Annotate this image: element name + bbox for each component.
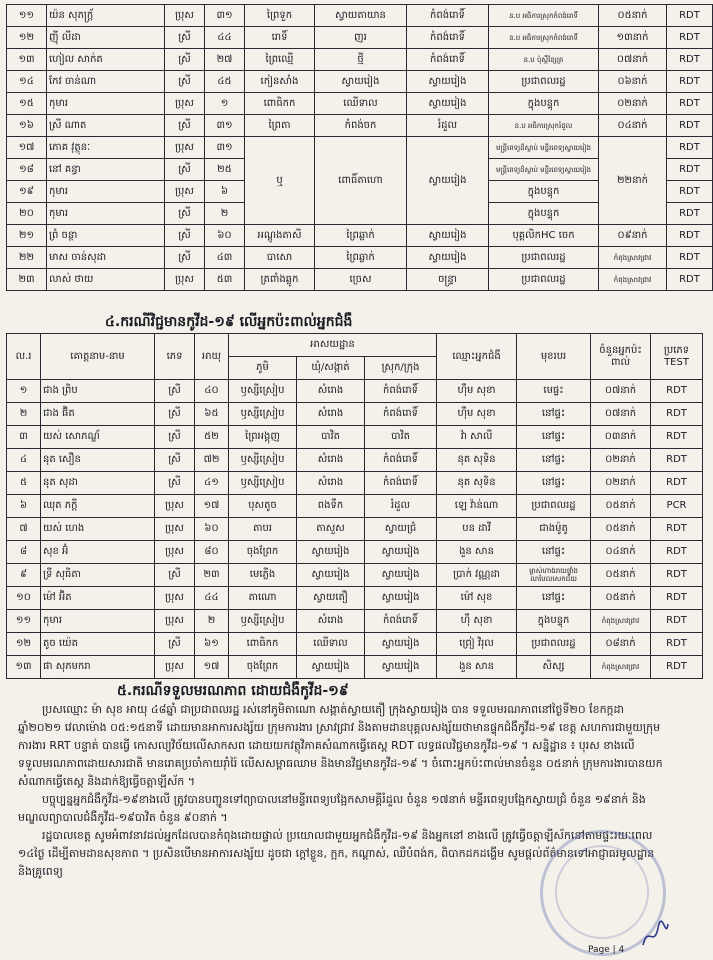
- cell-role: នៅផ្ទះ: [517, 449, 591, 472]
- cell-name: ផា សុភមករា: [41, 656, 155, 679]
- cell-district: ស្វាយជ្រំ: [365, 518, 437, 541]
- cell-count: ០២នាក់: [591, 449, 651, 472]
- cell-age: ៦០: [195, 518, 229, 541]
- cell-district: ស្វាយរៀង: [365, 633, 437, 656]
- cell-no: ៨: [7, 541, 41, 564]
- cell-role: នៅផ្ទះ: [517, 541, 591, 564]
- table-row: ១២ ញ៉ី លីដា ស្រី ៤៤ រោទិ៍ ញរ កំពង់រោទិ៍ ន.ប អធិការស្រុកកំពង់រោទិ៍ ១៣នាក់ RDT: [7, 27, 713, 49]
- cell-count: ០៧នាក់: [591, 380, 651, 403]
- cell-name: នុត សុដា: [41, 472, 155, 495]
- cell-district: ស្វាយរៀង: [365, 564, 437, 587]
- table-row: [7, 495, 703, 518]
- table-row: ២២ មាស ចាន់សុដា ស្រី ៤៣ បាសោ ព្រៃឆ្លាក់ ស្វាយរៀង ប្រជាពលរដ្ឋ កំពុងស្រាវជ្រាវ RDT: [7, 247, 713, 269]
- cell-sex: ស្រី: [155, 380, 195, 403]
- cell-commune: សំរោង: [297, 610, 365, 633]
- cell-age: ៨០: [195, 541, 229, 564]
- cell-test: RDT: [651, 426, 703, 449]
- table-row: ១៩ កុមារ ប្រុស ៦ ក្នុងបន្ទុក RDT: [7, 181, 713, 203]
- cell-patient: ឡេ វ៉ាន់ណា: [437, 495, 517, 518]
- cell-name: តូច យ៉េត: [41, 633, 155, 656]
- cell-count: ០៨នាក់: [591, 633, 651, 656]
- cell-count: ០៧នាក់: [591, 403, 651, 426]
- cell-commune: សំរោង: [297, 472, 365, 495]
- table-row: [7, 587, 703, 610]
- cell-village: តាណោ: [229, 587, 297, 610]
- table-row: [7, 403, 703, 426]
- cell-role: ក្នុងបន្ទុក: [517, 610, 591, 633]
- cell-village: ឫស្សីស្រៀប: [229, 472, 297, 495]
- cell-district: កំពង់រោទិ៍: [365, 403, 437, 426]
- cell-count: កំពុងស្រាវជ្រាវ: [591, 656, 651, 679]
- cell-test: RDT: [651, 564, 703, 587]
- cell-no: ១: [7, 380, 41, 403]
- cell-sex: ស្រី: [155, 633, 195, 656]
- cell-sex: ប្រុស: [155, 587, 195, 610]
- cell-role: ប្រជាពលរដ្ឋ: [517, 495, 591, 518]
- cell-no: ៧: [7, 518, 41, 541]
- cell-patient: ម៉ៅ សុខ: [437, 587, 517, 610]
- table-row: [7, 380, 703, 403]
- cell-sex: ប្រុស: [155, 610, 195, 633]
- table-row: [7, 541, 703, 564]
- cell-district: កំពង់រោទិ៍: [365, 610, 437, 633]
- section-4-title: ៤.ករណីវិជ្ជមានកូវីដ-១៩ លើអ្នកប៉ះពាល់អ្នកជំងឺ: [105, 314, 353, 330]
- cell-no: ៦: [7, 495, 41, 518]
- contact-cases-table: [6, 333, 703, 679]
- cell-role: មេផ្ទះ: [517, 380, 591, 403]
- cell-no: ១២: [7, 633, 41, 656]
- cell-sex: ប្រុស: [155, 495, 195, 518]
- cell-count: ០៣នាក់: [591, 426, 651, 449]
- cell-test: RDT: [651, 472, 703, 495]
- cell-role: នៅផ្ទះ: [517, 403, 591, 426]
- table-row: ១៤ កែវ ចាន់ណា ស្រី ៤៥ កៀនសាំង ស្វាយរៀង ស្វាយរៀង ប្រជាពលរដ្ឋ ០៦នាក់ RDT: [7, 71, 713, 93]
- table-row: ២៣ លាស់ ថាយ ប្រុស ៥៣ ត្រពាំងឆ្លូក ច្រេស ចន្ទ្រា ប្រជាពលរដ្ឋ កំពុងស្រាវជ្រាវ RDT: [7, 269, 713, 291]
- cell-name: ទ្រី សុធិតា: [41, 564, 155, 587]
- cell-age: ៦១: [195, 633, 229, 656]
- cell-village: ឫស្សីស្រៀប: [229, 610, 297, 633]
- cell-sex: ស្រី: [155, 403, 195, 426]
- cell-test: RDT: [651, 403, 703, 426]
- cell-count: ០៥នាក់: [591, 587, 651, 610]
- page-number: Page | 4: [588, 945, 625, 955]
- cell-no: ៤: [7, 449, 41, 472]
- cell-age: ៤៤: [195, 587, 229, 610]
- cell-age: ៥២: [195, 426, 229, 449]
- table-row: [7, 426, 703, 449]
- cell-patient: នុត សុទិន: [437, 472, 517, 495]
- cell-count: ០៥នាក់: [591, 564, 651, 587]
- cell-village: ព្រៃអង្គុញ: [229, 426, 297, 449]
- cell-village: ពោធិកក: [229, 633, 297, 656]
- cell-commune: ស្វាយរៀង: [297, 564, 365, 587]
- table-row: ១១ យ៉ន សុភក្ត្រ័ ប្រុស ៣១ ព្រៃទួក ស្វាយតាយាន កំពង់រោទិ៍ ន.ប អធិការស្រុកកំពង់រោទិ៍ ០៥នាក់ RDT: [7, 5, 713, 27]
- cell-village: មេភ្លើង: [229, 564, 297, 587]
- table-row: ១៦ ស្រី ណាត ស្រី ៣១ ព្រៃតា កំពង់ចក រំដួល ន.ប អធិការស្រុករំដួល ០៤នាក់ RDT: [7, 115, 713, 137]
- cell-district: កំពង់រោទិ៍: [365, 472, 437, 495]
- cell-no: ៩: [7, 564, 41, 587]
- cell-name: នុត សឿន: [41, 449, 155, 472]
- cell-count: ០៤នាក់: [591, 541, 651, 564]
- cell-name: សុខ អ៊ំ: [41, 541, 155, 564]
- table-row: [7, 656, 703, 679]
- paragraph: រដ្ឋបាលខេត្ត សូមអំពាវនាវដល់អ្នកដែលបានកំពុងដោយផ្ទាល់ ប្រយោលជាមួយអ្នកជំងឺកូវីដ-១៩ និងអ្នកនៅ ខាងលើ ត្រូវធ្វើចត្តាឡីស័កនៅតាមផ្ទះរយៈពេល ១៤ថ្ងៃ ដើម្បីតាមដានសុខភាព ។ ប្រសិនបើមានអាការសង្ស័យ ដូចជា ក្ដៅខ្លួន, ក្អក, កណ្ដាស់, ឈឺបំពង់ក, ពិបាកដកដង្ហើម សូមផ្ដល់ព័ត៌មានទៅអាជ្ញាធរមូលដ្ឋាន និងគ្រូពេទ្យ: [18, 829, 655, 878]
- cell-commune: ស្វាយរៀង: [297, 656, 365, 679]
- cell-patient: ងួន សាន: [437, 656, 517, 679]
- cell-commune: សំរោង: [297, 380, 365, 403]
- cell-age: ៧២: [195, 449, 229, 472]
- cell-role: ម្ចាស់ហាងរាយផ្ទាំង លាបែលសេកជ័យ: [517, 564, 591, 587]
- cell-sex: ស្រី: [155, 472, 195, 495]
- cell-no: ១១: [7, 610, 41, 633]
- table-row: ១៥ កុមារ ប្រុស ១ ពោធិកក ឈើទាល ស្វាយរៀង ក្នុងបន្ទុក ០២នាក់ RDT: [7, 93, 713, 115]
- table-row: [7, 610, 703, 633]
- cell-name: យស់ សោភណ្ឌ័: [41, 426, 155, 449]
- cell-district: ស្វាយរៀង: [365, 656, 437, 679]
- cell-test: PCR: [651, 495, 703, 518]
- cell-name: ម៉ៅ អ៊ិត: [41, 587, 155, 610]
- cell-patient: បន ដាវី: [437, 518, 517, 541]
- cell-test: RDT: [651, 518, 703, 541]
- table-row: [7, 564, 703, 587]
- cell-commune: បាវិត: [297, 426, 365, 449]
- cell-sex: ប្រុស: [155, 656, 195, 679]
- cell-district: រំដួល: [365, 495, 437, 518]
- table-row: ២០ កុមារ ស្រី ២ ក្នុងបន្ទុក RDT: [7, 203, 713, 225]
- cell-role: សិស្ស: [517, 656, 591, 679]
- table-row: [7, 633, 703, 656]
- cell-commune: សំរោង: [297, 449, 365, 472]
- cell-village: ចុងព្រែក: [229, 656, 297, 679]
- table-row: ១៧ ភោគ វុត្ថុនៈ ប្រុស ៣១ ឬ ពោធិ៍តាហោ ស្វាយរៀង មន្ត្រីពេទ្យដ៏ស្លាប់ មន្ទីរពេទ្យស្វាយរៀង ២២នាក់ RDT: [7, 137, 713, 159]
- cell-commune: សំរោង: [297, 403, 365, 426]
- cell-patient: ហ៊ឹ សុខា: [437, 610, 517, 633]
- cell-test: RDT: [651, 633, 703, 656]
- cell-patient: ងួន សាន: [437, 541, 517, 564]
- cell-role: នៅផ្ទះ: [517, 587, 591, 610]
- cell-commune: តាសួស: [297, 518, 365, 541]
- cell-role: ជាងម៉ូតូ: [517, 518, 591, 541]
- cell-no: ២: [7, 403, 41, 426]
- cell-age: ១៧: [195, 656, 229, 679]
- cell-commune: ឈើទាល: [297, 633, 365, 656]
- cell-test: RDT: [651, 656, 703, 679]
- signature-mark: [640, 920, 670, 950]
- cell-village: ចុងព្រែក: [229, 541, 297, 564]
- cell-patient: ព្រៀ វិរុល: [437, 633, 517, 656]
- cell-sex: ប្រុស: [155, 541, 195, 564]
- table-row: [7, 472, 703, 495]
- cell-age: ៤០: [195, 380, 229, 403]
- cell-district: ស្វាយរៀង: [365, 541, 437, 564]
- cell-test: RDT: [651, 380, 703, 403]
- table-row: ១៣ ហៀល សាក់ត ស្រី ២៧ ព្រៃឈ្មើ ថ្មី កំពង់រោទិ៍ ន.ប ប៉ុស្តិ៍ខ្សែត្រ ០៧នាក់ RDT: [7, 49, 713, 71]
- table-row: [7, 518, 703, 541]
- cell-role: ប្រជាពលរដ្ឋ: [517, 633, 591, 656]
- cell-name: យស់ ហេង: [41, 518, 155, 541]
- cell-test: RDT: [651, 610, 703, 633]
- cell-role: នៅផ្ទះ: [517, 426, 591, 449]
- table-row: ១៨ នៅ គន្ធា ស្រី ២៥ មន្ត្រីពេទ្យដ៏ស្លាប់ មន្ទីរពេទ្យស្វាយរៀង RDT: [7, 159, 713, 181]
- cell-count: កំពុងស្រាវជ្រាវ: [591, 610, 651, 633]
- cell-no: ៥: [7, 472, 41, 495]
- cell-age: ២៣: [195, 564, 229, 587]
- cell-name: កុមារ: [41, 610, 155, 633]
- cell-village: ឫស្សីស្រៀប: [229, 403, 297, 426]
- table-header-row: ល.រ គោត្តនាម-នាម ភេទ អាយុ អាសយដ្ឋាន ឈ្មោះអ្នកជំងឺ មុខរបរ ចំនួនអ្នកប៉ះពាល់ ប្រភេទ TEST: [7, 334, 703, 357]
- cell-village: ឫស្សីស្រៀប: [229, 380, 297, 403]
- cell-test: RDT: [651, 541, 703, 564]
- cell-no: ៣: [7, 426, 41, 449]
- cell-test: RDT: [651, 449, 703, 472]
- cell-age: ១៧: [195, 495, 229, 518]
- cell-role: នៅផ្ទះ: [517, 472, 591, 495]
- paragraph: ប្រសឈ្មោះ ម៉ា សុខ អាយុ ៤៨ឆ្នាំ ជាប្រជាពលរដ្ឋ រស់នៅភូមិតាណោ សង្កាត់ស្វាយតឿ ក្រុងស្វាយរៀង បាន ទទួលមរណភាពនៅថ្ងៃទី២០ ខែកក្កដា ឆ្នាំ២០២១ វេលាម៉ោង ០៥:១៥នាទី ដោយមានអាការសង្ស័យ ក្រុមការងារ ស្រាវជ្រាវ និងតាមដានបុគ្គលសង្ស័យថាមានផ្ទុកជំងឺកូវីដ-១៩ ខេត្ត សហការជាមួយក្រុមការងារ RRT បន្ទាត់ បានធ្វើ កោសល្យវិច័យលើសាកសព ដោយយកវត្ថុវិភាគសំណាកធ្វើតេស្ដ RDT លទ្ធផលវិជ្ជមានកូវីដ-១៩ ។ សន្និដ្ឋាន ៖ បុរស ខាងលើទទួលមរណភាពដោយសារជាតិ មានរោគប្រចាំកាយរ៉ាំរ៉ៃ លើសសម្ពាធឈាម និងមានវិជ្ជមានកូវីដ-១៩ ។ ចំពោះអ្នកប៉ះពាល់មានចំនួន ០៥នាក់ ក្រុមការងារបានយកសំណាកធ្វើតេស្ដ និងដាក់ឱ្យធ្វើចត្តាឡីស័ក ។: [18, 703, 663, 788]
- cell-name: ជាង ព្រិប: [41, 380, 155, 403]
- cell-village: ឫស្សីស្រៀប: [229, 449, 297, 472]
- cell-patient: វ៉ា សាលី: [437, 426, 517, 449]
- table-row: [7, 449, 703, 472]
- cell-no: ១៣: [7, 656, 41, 679]
- cell-sex: ស្រី: [155, 449, 195, 472]
- cell-village: តាបរ: [229, 518, 297, 541]
- cell-test: RDT: [651, 587, 703, 610]
- official-stamp-inner: [555, 845, 649, 939]
- cell-age: ៦៥: [195, 403, 229, 426]
- cell-district: ស្វាយរៀង: [365, 587, 437, 610]
- cell-district: បាវិត: [365, 426, 437, 449]
- cell-count: ០២នាក់: [591, 472, 651, 495]
- cell-patient: ប្រាក់ វណ្ណដា: [437, 564, 517, 587]
- cell-commune: ស្វាយតឿ: [297, 587, 365, 610]
- cell-count: ០៥នាក់: [591, 495, 651, 518]
- cell-name: ឈុត ភក្ដី: [41, 495, 155, 518]
- cell-patient: នុត សុទិន: [437, 449, 517, 472]
- cell-district: កំពង់រោទិ៍: [365, 380, 437, 403]
- cell-age: ២: [195, 610, 229, 633]
- cell-patient: ហ៊ឹម សុខា: [437, 380, 517, 403]
- cell-sex: ស្រី: [155, 564, 195, 587]
- cell-commune: ស្វាយរៀង: [297, 541, 365, 564]
- cell-no: ១០: [7, 587, 41, 610]
- cell-sex: ស្រី: [155, 426, 195, 449]
- cell-count: ០៥នាក់: [591, 518, 651, 541]
- cell-sex: ប្រុស: [155, 518, 195, 541]
- cell-village: បុសតូច: [229, 495, 297, 518]
- paragraph: បច្ចុប្បន្នអ្នកជំងឺកូវីដ-១៩ខាងលើ ត្រូវបានបញ្ជូនទៅព្យាបាលនៅមន្ទីរពេទ្យបង្អែកសាមគ្គីរំដួល ចំនួន ១៧នាក់ មន្ទីរពេទ្យបង្អែកស្វាយជ្រំ ចំនួន ១៩នាក់ និងមណ្ឌលព្យាបាលជំងឺកូវីដ-១៩បាវិត ចំនួន ៩០នាក់ ។: [18, 793, 646, 824]
- section-5-title: ៥.ករណីទទួលមរណភាព ដោយជំងឺកូវីដ-១៩: [117, 683, 349, 699]
- cell-name: ជាង ផ៊ិត: [41, 403, 155, 426]
- cell-age: ៤១: [195, 472, 229, 495]
- case-table-continued: [6, 4, 713, 291]
- cell-district: កំពង់រោទិ៍: [365, 449, 437, 472]
- cell-commune: ពងទឹក: [297, 495, 365, 518]
- cell-patient: ហ៊ឹម សុខា: [437, 403, 517, 426]
- table-row: ២១ ព្រំ ចន្ថា ស្រី ៦០ អណ្តូងតាសី ព្រៃឆ្លាក់ ស្វាយរៀង បុគ្គលិកHC ចេក ០៩នាក់ RDT: [7, 225, 713, 247]
- table-header-row: ភូមិ ឃុំ/សង្កាត់ ស្រុក/ក្រុង: [7, 357, 703, 380]
